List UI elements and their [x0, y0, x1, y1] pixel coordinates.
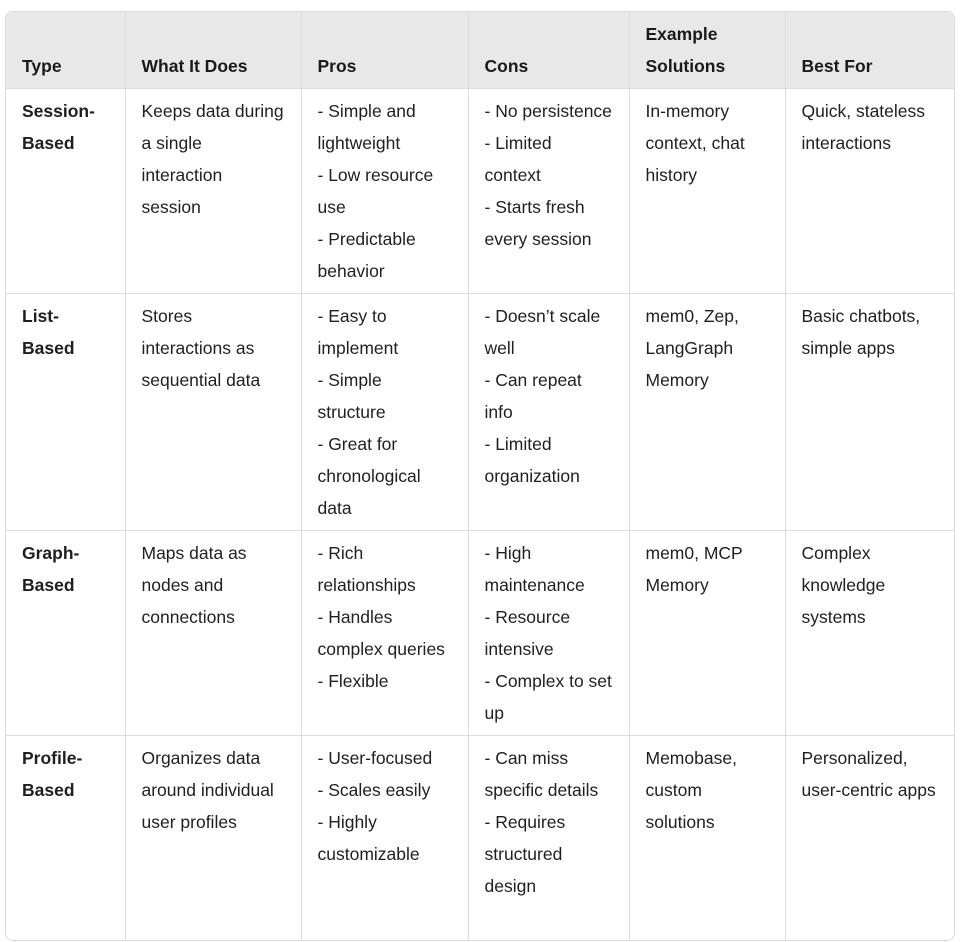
cell-what-it-does: Organizes data around individual user profiles: [125, 736, 301, 941]
pro-item: - Highly customizable: [317, 812, 420, 864]
cell-cons: [468, 736, 629, 941]
pro-item: - Great for chronological data: [317, 434, 421, 518]
con-item: - Requires structured design: [484, 812, 566, 896]
comparison-table: [5, 11, 955, 941]
table-row: [6, 89, 954, 294]
con-item: - Limited context: [484, 133, 552, 185]
header-best-for: Best For: [785, 12, 954, 89]
cell-example-solutions: Memobase, custom solutions: [629, 736, 785, 941]
con-item: - Resource intensive: [484, 607, 571, 659]
cell-what-it-does: Stores interactions as sequential data: [125, 294, 301, 531]
cell-pros: [301, 531, 468, 736]
pro-item: - Scales easily: [317, 780, 431, 800]
pro-item: - Flexible: [317, 671, 389, 691]
type-line-1: List-: [22, 306, 59, 326]
table-header-row: [6, 12, 954, 89]
header-line: Example: [645, 24, 718, 44]
cell-best-for: Basic chatbots, simple apps: [785, 294, 954, 531]
header-type: Type: [6, 12, 125, 89]
type-line-2: Based: [22, 338, 75, 358]
con-item: - Complex to set up: [484, 671, 612, 723]
header-example-solutions: [629, 12, 785, 89]
pro-item: - Handles complex queries: [317, 607, 445, 659]
cell-type: [6, 736, 125, 941]
cell-pros: [301, 294, 468, 531]
header-pros: Pros: [301, 12, 468, 89]
pro-item: - Simple structure: [317, 370, 386, 422]
cell-pros: [301, 736, 468, 941]
type-line-2: Based: [22, 780, 75, 800]
con-item: - No persistence: [484, 101, 612, 121]
con-item: - Can repeat info: [484, 370, 582, 422]
cell-cons: [468, 89, 629, 294]
cell-cons: [468, 531, 629, 736]
type-line-2: Based: [22, 133, 75, 153]
cell-best-for: Complex knowledge systems: [785, 531, 954, 736]
con-item: - Doesn’t scale well: [484, 306, 601, 358]
header-example-solutions-label: [646, 18, 769, 82]
pro-item: - User-focused: [317, 748, 433, 768]
table-row: [6, 736, 954, 941]
cell-type: [6, 531, 125, 736]
con-item: - Limited organization: [484, 434, 580, 486]
cell-type: [6, 89, 125, 294]
cell-example-solutions: mem0, Zep, LangGraph Memory: [629, 294, 785, 531]
table-row: [6, 531, 954, 736]
cell-type: [6, 294, 125, 531]
type-line-1: Session-: [22, 101, 95, 121]
header-cons: Cons: [468, 12, 629, 89]
pro-item: - Predictable behavior: [317, 229, 416, 281]
cell-best-for: Quick, stateless interactions: [785, 89, 954, 294]
cell-what-it-does: Maps data as nodes and connections: [125, 531, 301, 736]
pro-item: - Rich relationships: [317, 543, 416, 595]
cell-best-for: Personalized, user-centric apps: [801, 748, 936, 800]
con-item: - High maintenance: [484, 543, 585, 595]
cell-pros: [301, 89, 468, 294]
con-item: - Can miss specific details: [484, 748, 599, 800]
pro-item: - Simple and lightweight: [317, 101, 416, 153]
pro-item: - Easy to implement: [317, 306, 399, 358]
cell-example-solutions: mem0, MCP Memory: [629, 531, 785, 736]
header-what-it-does: What It Does: [125, 12, 301, 89]
type-line-2: Based: [22, 575, 75, 595]
type-line-1: Graph-: [22, 543, 80, 563]
con-item: - Starts fresh every session: [484, 197, 592, 249]
cell-what-it-does: Keeps data during a single interaction session: [125, 89, 301, 294]
cell-example-solutions: In-memory context, chat history: [629, 89, 785, 294]
pro-item: - Low resource use: [317, 165, 434, 217]
table-row: [6, 294, 954, 531]
cell-cons: [468, 294, 629, 531]
header-line: Solutions: [645, 56, 726, 76]
memory-types-table: [6, 12, 954, 940]
type-line-1: Profile-: [22, 748, 83, 768]
